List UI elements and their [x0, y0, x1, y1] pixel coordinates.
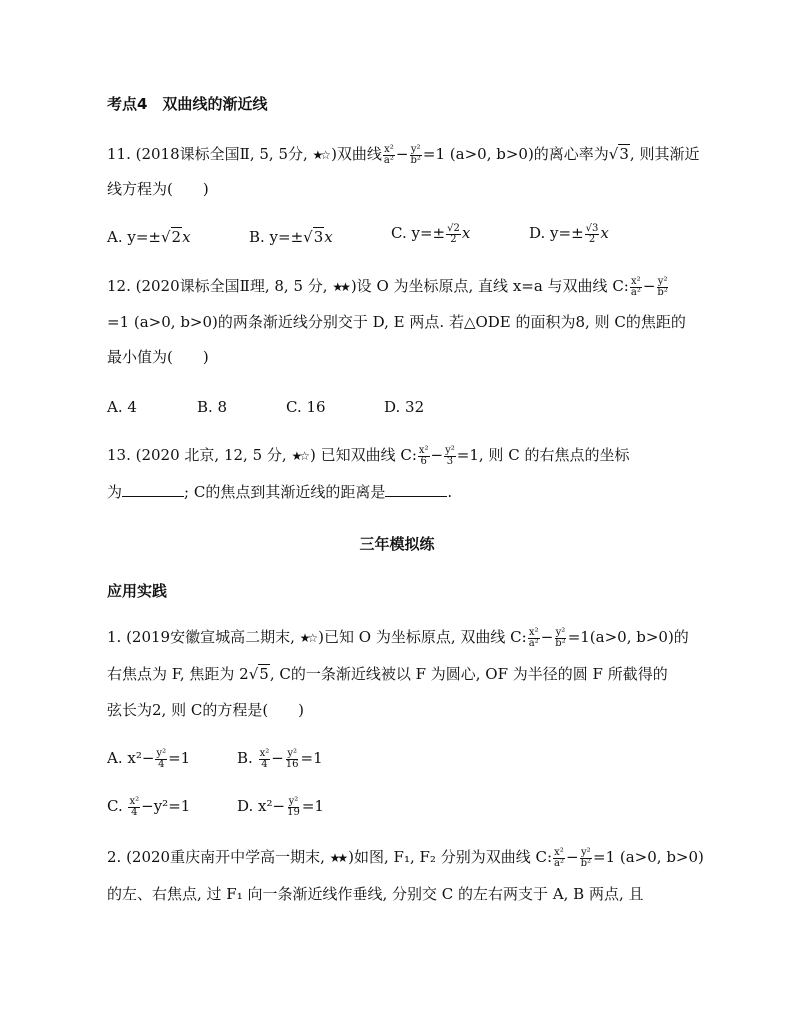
practice-1-line3: 弦长为2, 则 C的方程是( ): [107, 701, 305, 719]
question-12-line2: =1 (a>0, b>0)的两条渐近线分别交于 D, E 两点. 若△ODE 的面积为8, 则 C的焦距的: [107, 313, 686, 331]
answer-blank[interactable]: [385, 482, 447, 497]
fraction: $\frac{\text{y²}}{\text{b²}}$: [410, 143, 421, 166]
option-a[interactable]: A. 4: [107, 398, 137, 416]
question-13-line2: 为 ; C的焦点到其渐近线的距离是 .: [107, 483, 453, 501]
difficulty-star-icon: ★☆: [299, 631, 316, 645]
section-title: 应用实践: [107, 582, 168, 600]
option-d[interactable]: D. x²− $\frac{\text{y²}}{19}$ =1: [237, 795, 324, 818]
page-heading: 三年模拟练: [359, 535, 435, 553]
difficulty-star-icon: ★★: [332, 280, 348, 294]
question-12-line3: 最小值为( ): [107, 348, 209, 366]
difficulty-star-icon: ★☆: [312, 148, 329, 162]
option-c[interactable]: C. y=± $\frac{√2}{2}$ x: [391, 222, 471, 245]
fraction: $\frac{\text{x²}}{\text{a²}}$: [383, 143, 394, 166]
question-12-line1: 12. (2020课标全国Ⅱ理, 8, 5 分, ★★ )设 O 为坐标原点, 直线 x=a 与双曲线 C: $\frac{\text{x²}}{\text{a²}}$ − $\frac{\text{y²}}{\text{b²}}$: [107, 275, 668, 298]
practice-2-line2: 的左、右焦点, 过 F₁ 向一条渐近线作垂线, 分别交 C 的左右两支于 A, B 两点, 且: [107, 885, 644, 903]
practice-1-line1: 1. (2019安徽宣城高二期末, ★☆ )已知 O 为坐标原点, 双曲线 C: $\frac{\text{x²}}{\text{a²}}$ − $\frac{\text{y²}}{\text{b²}}$ =1(a>0, b>0)的: [107, 626, 689, 649]
difficulty-star-icon: ★☆: [291, 449, 307, 463]
option-c[interactable]: C. 16: [286, 398, 326, 416]
practice-2-line1: 2. (2020重庆南开中学高一期末, ★★ )如图, F₁, F₂ 分别为双曲线 C: $\frac{\text{x²}}{\text{a²}}$ − $\frac{\text{y²}}{\text{b²}}$ =1 (a>0, b>0): [107, 846, 704, 869]
option-d[interactable]: D. y=± $\frac{√3}{2}$ x: [529, 222, 609, 245]
option-b[interactable]: B. y=±√3x: [249, 228, 333, 246]
answer-blank[interactable]: [122, 482, 184, 497]
option-c[interactable]: C. $\frac{\text{x²}}{4}$ −y²=1: [107, 795, 191, 818]
option-a[interactable]: A. x²− $\frac{\text{y²}}{4}$ =1: [107, 747, 191, 770]
question-13-line1: 13. (2020 北京, 12, 5 分, ★☆ ) 已知双曲线 C: $\frac{\text{x²}}{6}$ − $\frac{\text{y²}}{3}$ =1, 则 C 的右焦点的坐标: [107, 444, 630, 467]
option-a[interactable]: A. y=±√2x: [107, 228, 191, 246]
section-title: 考点4 双曲线的渐近线: [107, 95, 268, 113]
option-d[interactable]: D. 32: [384, 398, 425, 416]
practice-1-line2: 右焦点为 F, 焦距为 2√5, C的一条渐近线被以 F 为圆心, OF 为半径的圆 F 所截得的: [107, 665, 668, 683]
question-11-line1: 11. (2018课标全国Ⅱ, 5, 5分, ★☆ )双曲线 $\frac{\text{x²}}{\text{a²}}$ − $\frac{\text{y²}}{\text{b²}}$ =1 (a>0, b>0)的离心率为√3, 则其渐近: [107, 143, 700, 166]
option-b[interactable]: B. 8: [197, 398, 228, 416]
question-11-line2: 线方程为( ): [107, 180, 209, 198]
difficulty-star-icon: ★★: [329, 851, 346, 865]
sqrt-expression: √3: [608, 145, 629, 163]
option-b[interactable]: B. $\frac{\text{x²}}{4}$ − $\frac{\text{y²}}{16}$ =1: [237, 747, 323, 770]
